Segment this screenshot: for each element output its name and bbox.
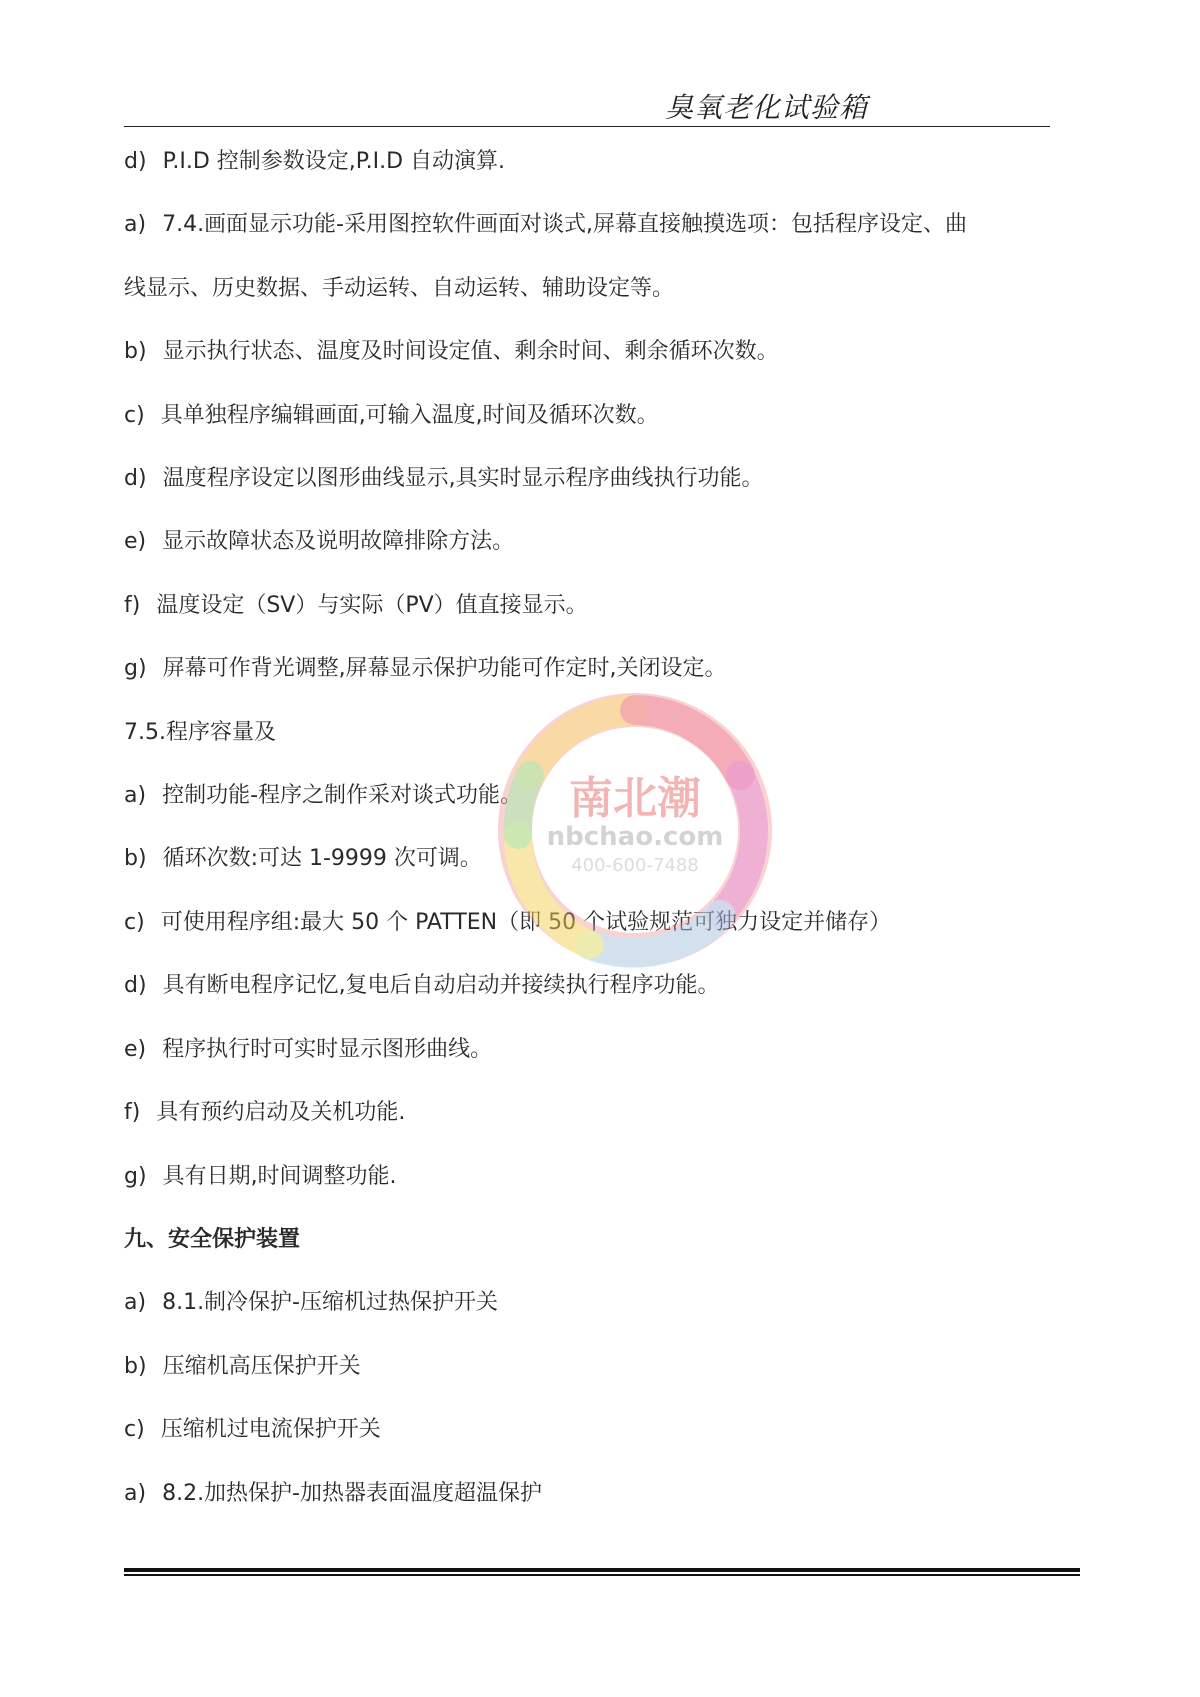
list-marker: d)	[124, 973, 147, 999]
paragraph-text: 具有预约启动及关机功能.	[156, 1100, 406, 1126]
paragraph-text: 显示故障状态及说明故障排除方法。	[162, 529, 515, 555]
list-marker: c)	[124, 909, 145, 935]
list-marker: e)	[124, 1036, 147, 1062]
paragraph-text: 8.2.加热保护-加热器表面温度超温保护	[162, 1480, 542, 1506]
header-title: 臭氧老化试验箱	[664, 91, 868, 124]
watermark-logo	[470, 665, 800, 995]
paragraph	[124, 130, 1084, 193]
footer-rule	[124, 1568, 1080, 1576]
page-header	[124, 80, 1050, 127]
list-marker: a)	[124, 212, 147, 238]
paragraph-text: 具有日期,时间调整功能.	[162, 1163, 397, 1189]
paragraph	[124, 384, 1084, 447]
paragraph	[124, 1145, 1084, 1208]
paragraph-text: 控制功能-程序之制作采对谈式功能。	[162, 783, 523, 809]
paragraph	[124, 447, 1084, 510]
list-marker: d)	[124, 466, 147, 492]
list-marker: c)	[124, 402, 145, 428]
paragraph	[124, 193, 1084, 256]
paragraph	[124, 320, 1084, 383]
list-marker: g)	[124, 656, 147, 682]
paragraph-text: 具单独程序编辑画面,可输入温度,时间及循环次数。	[160, 402, 659, 428]
paragraph	[124, 1462, 1084, 1525]
heading-text: 九、安全保护装置	[124, 1226, 301, 1252]
paragraph-text: P.I.D 控制参数设定,P.I.D 自动演算.	[162, 149, 506, 174]
paragraph-text: 温度程序设定以图形曲线显示,具实时显示程序曲线执行功能。	[162, 466, 764, 492]
paragraph-continuation	[124, 257, 1084, 320]
paragraph-text: 显示执行状态、温度及时间设定值、剩余时间、剩余循环次数。	[162, 339, 779, 365]
list-marker: g)	[124, 1163, 147, 1189]
paragraph	[124, 1081, 1084, 1144]
watermark-brand: 南北潮	[569, 773, 701, 824]
watermark-phone: 400-600-7488	[571, 855, 699, 876]
footer-rule-thin	[124, 1574, 1080, 1576]
watermark-domain: nbchao.com	[546, 822, 724, 852]
paragraph	[124, 1398, 1084, 1461]
list-marker: d)	[124, 149, 147, 174]
list-marker: e)	[124, 529, 147, 555]
paragraph-text: 温度设定（SV）与实际（PV）值直接显示。	[156, 592, 588, 618]
paragraph	[124, 1335, 1084, 1398]
paragraph	[124, 574, 1084, 637]
footer-rule-thick	[124, 1568, 1080, 1572]
list-marker: c)	[124, 1417, 145, 1443]
paragraph	[124, 510, 1084, 573]
paragraph-text: 屏幕可作背光调整,屏幕显示保护功能可作定时,关闭设定。	[162, 656, 727, 682]
paragraph-text: 8.1.制冷保护-压缩机过热保护开关	[162, 1290, 498, 1316]
section-heading	[124, 1208, 1084, 1271]
paragraph-text: 可使用程序组:最大 50 个 PATTEN（即 50 个试验规范可独力设定并储存）	[160, 909, 892, 935]
paragraph	[124, 1271, 1084, 1334]
paragraph-text: 循环次数:可达 1-9999 次可调。	[162, 846, 482, 872]
paragraph-text: 具有断电程序记忆,复电后自动启动并接续执行程序功能。	[162, 973, 720, 999]
paragraph-text: 压缩机过电流保护开关	[160, 1417, 381, 1443]
paragraph-text: 程序执行时可实时显示图形曲线。	[162, 1036, 493, 1062]
paragraph-text: 线显示、历史数据、手动运转、自动运转、辅助设定等。	[124, 275, 675, 301]
paragraph	[124, 1018, 1084, 1081]
list-marker: a)	[124, 1480, 147, 1506]
list-marker: b)	[124, 339, 147, 365]
list-marker: b)	[124, 1353, 147, 1379]
list-marker: f)	[124, 592, 141, 618]
paragraph-text: 7.4.画面显示功能-采用图控软件画面对谈式,屏幕直接触摸选项：包括程序设定、曲	[162, 212, 967, 238]
list-marker: b)	[124, 846, 147, 872]
paragraph-text: 7.5.程序容量及	[124, 719, 276, 745]
paragraph-text: 压缩机高压保护开关	[162, 1353, 361, 1379]
list-marker: f)	[124, 1100, 141, 1126]
list-marker: a)	[124, 1290, 147, 1316]
list-marker: a)	[124, 783, 147, 809]
